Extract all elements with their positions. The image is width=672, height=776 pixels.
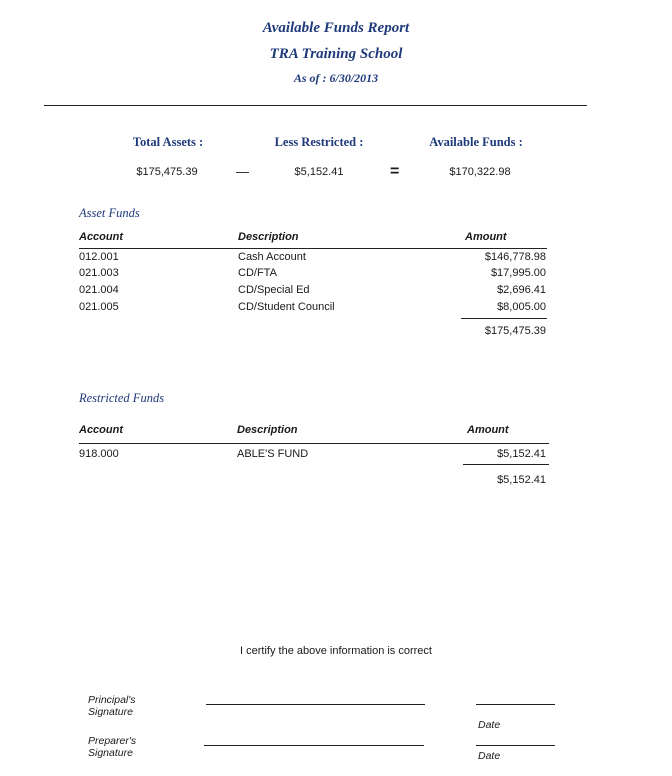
asset-col-amount: Amount	[465, 231, 507, 243]
restricted-amount: $5,152.41	[497, 448, 546, 460]
available-funds-label: Available Funds :	[429, 135, 523, 149]
less-restricted-label: Less Restricted :	[274, 135, 364, 149]
preparer-label-line2: Signature	[88, 747, 133, 759]
asset-amount: $2,696.41	[497, 284, 546, 296]
preparer-date-line[interactable]	[476, 745, 555, 746]
asset-amount: $146,778.98	[484, 251, 546, 263]
asset-account: 021.005	[79, 301, 119, 313]
available-funds-value: $170,322.98	[449, 166, 511, 178]
equals-sign: =	[390, 163, 400, 180]
restricted-col-account: Account	[79, 424, 123, 436]
asset-amount: $17,995.00	[490, 267, 546, 279]
certification-statement: I certify the above information is correct	[240, 645, 432, 657]
principal-signature-label	[88, 694, 136, 718]
asset-description: CD/Special Ed	[238, 284, 310, 296]
principal-date-line[interactable]	[476, 704, 555, 705]
asset-amount: $8,005.00	[497, 301, 546, 313]
principal-label-line1: Principal's	[88, 694, 136, 706]
asset-description: Cash Account	[238, 251, 306, 263]
total-assets-value: $175,475.39	[136, 166, 198, 178]
preparer-date-label: Date	[478, 750, 501, 762]
asset-header-rule	[79, 248, 547, 249]
asset-funds-title: Asset Funds	[79, 206, 140, 220]
restricted-account: 918.000	[79, 448, 119, 460]
preparer-label-line1: Preparer's	[88, 735, 137, 747]
principal-signature-line[interactable]	[206, 704, 425, 705]
restricted-funds-title: Restricted Funds	[79, 391, 165, 405]
total-assets-label: Total Assets :	[132, 135, 204, 149]
principal-label-line2: Signature	[88, 706, 133, 718]
restricted-total: $5,152.41	[497, 474, 546, 486]
asset-total-rule	[461, 318, 547, 319]
asset-col-description: Description	[238, 231, 299, 243]
asset-total: $175,475.39	[484, 325, 546, 337]
principal-date-label: Date	[478, 719, 501, 731]
preparer-signature-line[interactable]	[204, 745, 424, 746]
report-title: Available Funds Report	[262, 20, 410, 36]
less-restricted-value: $5,152.41	[294, 166, 344, 178]
preparer-signature-label	[88, 735, 136, 759]
asset-account: 021.003	[79, 267, 119, 279]
minus-sign: —	[236, 164, 249, 179]
school-name: TRA Training School	[269, 46, 403, 62]
restricted-description: ABLE'S FUND	[237, 448, 309, 460]
asset-account: 021.004	[79, 284, 119, 296]
restricted-col-description: Description	[237, 424, 298, 436]
as-of-date: As of : 6/30/2013	[293, 71, 379, 85]
restricted-col-amount: Amount	[467, 424, 509, 436]
restricted-header-rule	[79, 443, 549, 444]
asset-description: CD/Student Council	[238, 301, 335, 313]
asset-description: CD/FTA	[238, 267, 277, 279]
header-divider	[44, 105, 587, 106]
asset-account: 012.001	[79, 251, 119, 263]
restricted-total-rule	[463, 464, 549, 465]
asset-col-account: Account	[79, 231, 123, 243]
